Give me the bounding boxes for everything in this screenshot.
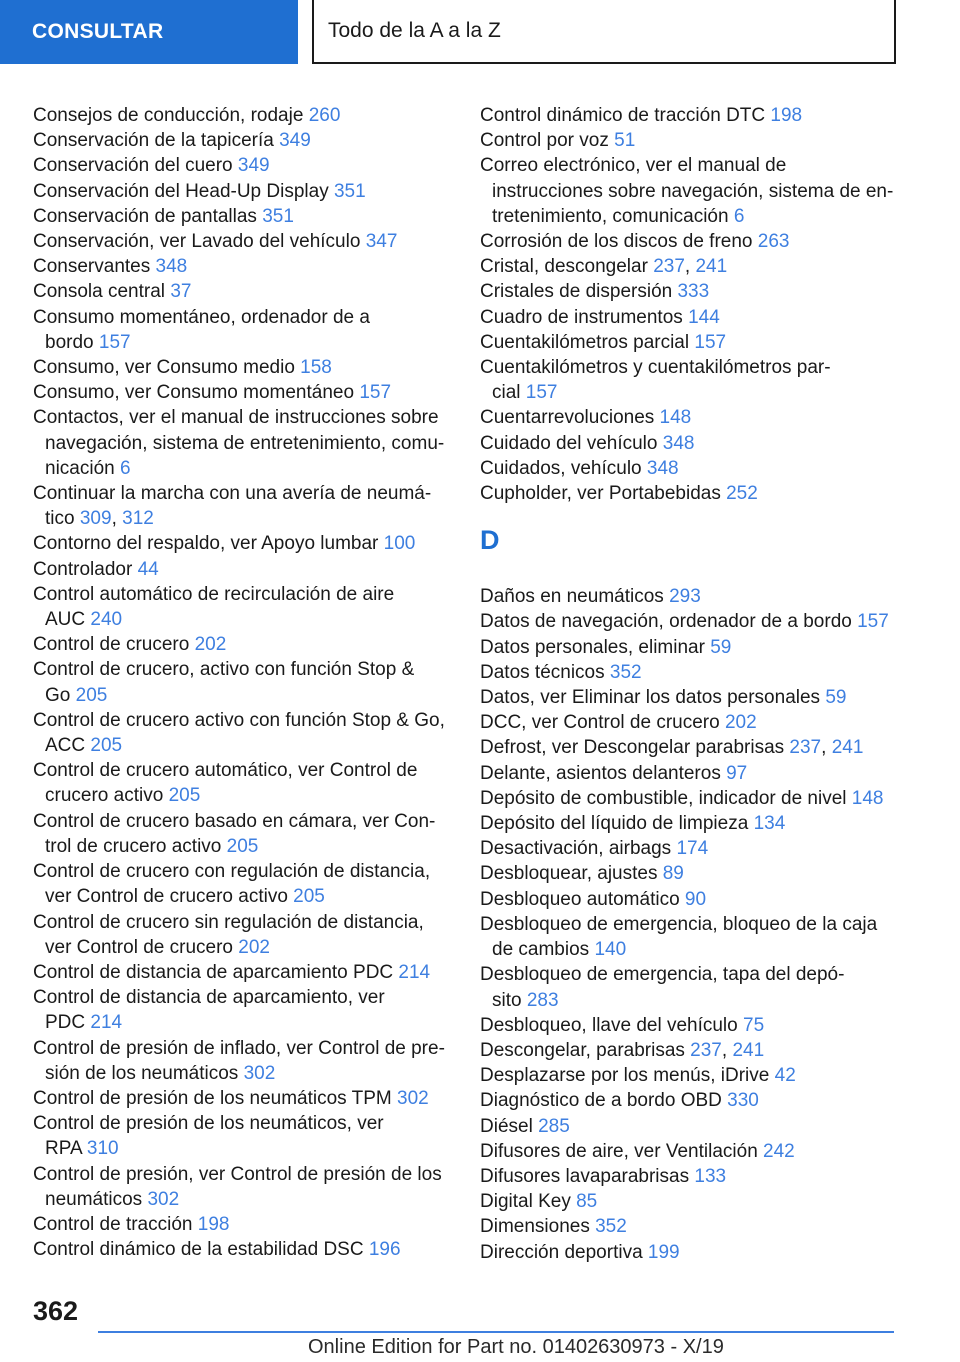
index-entry	[480, 355, 900, 405]
entry-text: Descongelar, parabrisas	[480, 1039, 685, 1061]
index-entry	[480, 1164, 900, 1189]
page-reference-link[interactable]: 205	[293, 886, 325, 908]
entry-text: Depósito de combustible, indicador de nivel	[480, 787, 847, 809]
entry-text: Control de crucero con regulación de distancia,	[33, 861, 431, 883]
page-reference-link[interactable]: 302	[243, 1062, 276, 1084]
index-entry	[33, 405, 453, 481]
page-reference-link[interactable]: 59	[710, 636, 732, 658]
index-entry	[33, 985, 453, 1035]
page-reference-link[interactable]: 260	[308, 105, 341, 126]
index-entry	[480, 456, 900, 481]
entry-text: Dimensiones	[480, 1216, 590, 1238]
index-entry	[33, 708, 453, 758]
entry-text: Datos, ver Eliminar los datos personales	[480, 687, 821, 709]
section-letter: D	[480, 525, 500, 556]
page-reference-link[interactable]: 241	[831, 737, 864, 759]
index-entry	[480, 1189, 900, 1214]
index-entry	[33, 380, 453, 405]
entry-text: Conservación del Head-Up Display	[33, 180, 329, 202]
index-entry	[33, 582, 453, 632]
entry-text: Consejos de conducción, rodaje	[33, 105, 304, 126]
page-reference-link[interactable]: 349	[237, 155, 270, 177]
entry-text: cial	[492, 382, 521, 404]
page-reference-link[interactable]: 205	[168, 785, 201, 807]
page-reference-link[interactable]: 51	[614, 130, 636, 152]
index-entry	[33, 1086, 453, 1111]
page-reference-link[interactable]: 241	[695, 256, 728, 278]
page-reference-link[interactable]: 196	[368, 1239, 401, 1261]
index-entry	[33, 657, 453, 707]
page-reference-link[interactable]: 347	[365, 231, 398, 253]
page-reference-link[interactable]: 351	[262, 205, 294, 227]
entry-text: nicación	[45, 457, 115, 479]
index-entry	[480, 1063, 900, 1088]
entry-text: Control automático de recirculación de aire	[33, 583, 395, 605]
entry-text: instrucciones sobre navegación, sistema de en-	[492, 180, 894, 202]
index-entry	[33, 1237, 453, 1262]
index-entry	[33, 128, 453, 153]
page-number: 362	[33, 1296, 79, 1326]
index-entry	[33, 355, 453, 380]
page-reference-link[interactable]: 351	[333, 180, 366, 202]
entry-text: bordo	[45, 331, 94, 353]
index-entry	[33, 103, 453, 128]
page-reference-link[interactable]: 100	[383, 533, 416, 555]
page-reference-link[interactable]: 205	[226, 835, 259, 857]
index-entry	[480, 1013, 900, 1038]
entry-text: Control de crucero activo con función Stop & Go,	[33, 709, 445, 731]
entry-text: Control de presión, ver Control de presión de los	[33, 1163, 442, 1185]
page-reference-link[interactable]: 302	[147, 1188, 180, 1210]
entry-text: ACC	[45, 735, 86, 757]
entry-text: Conservación de la tapicería	[33, 130, 274, 152]
entry-text: AUC	[45, 609, 86, 631]
entry-text: Controlador	[33, 558, 133, 580]
footer-divider	[98, 1331, 894, 1333]
entry-text: de cambios	[492, 939, 590, 961]
entry-text: Conservación del cuero	[33, 155, 233, 177]
index-entry	[33, 1212, 453, 1237]
index-entry: Descongelar, parabrisas 237, 241	[480, 1039, 765, 1061]
page-reference-link[interactable]: 148	[851, 787, 884, 809]
index-entry	[480, 1214, 900, 1239]
entry-text: Control de presión de los neumáticos, ver	[33, 1113, 384, 1135]
index-entry	[480, 1088, 900, 1113]
entry-text: Consumo, ver Consumo momentáneo	[33, 382, 355, 404]
page-reference-link[interactable]: 310	[86, 1138, 119, 1160]
entry-text: Go	[45, 684, 71, 706]
entry-text: Diagnóstico de a bordo OBD	[480, 1090, 722, 1112]
page-reference-link[interactable]: 90	[684, 888, 707, 910]
section-tab[interactable]: CONSULTAR	[0, 0, 298, 64]
entry-text: Datos de navegación, ordenador de a bordo	[480, 611, 852, 633]
index-entry	[480, 153, 900, 229]
page-reference-link[interactable]: 158	[300, 357, 332, 379]
entry-text: Desbloqueo de emergencia, tapa del depó-	[480, 964, 845, 986]
entry-text: ver Control de crucero	[45, 936, 233, 958]
entry-text: Control de crucero basado en cámara, ver Con-	[33, 810, 436, 832]
entry-text: Datos técnicos	[480, 661, 605, 683]
index-entry	[33, 1036, 453, 1086]
page-reference-link[interactable]: 348	[646, 457, 679, 479]
page-reference-link[interactable]: 144	[688, 306, 720, 328]
page-reference-link[interactable]: 134	[753, 813, 786, 835]
entry-text: sión de los neumáticos	[45, 1062, 239, 1084]
index-entry	[480, 405, 900, 430]
entry-text: Difusores de aire, ver Ventilación	[480, 1140, 758, 1162]
page-reference-link[interactable]: 6	[120, 457, 131, 479]
index-entry	[33, 153, 453, 178]
index-entry	[480, 584, 900, 609]
page-reference-link[interactable]: 333	[677, 281, 710, 303]
index-entry	[33, 758, 453, 808]
entry-text: Desplazarse por los menús, iDrive	[480, 1065, 770, 1087]
index-entry	[33, 531, 453, 556]
index-entry	[480, 481, 900, 506]
page-reference-link[interactable]: 157	[694, 331, 727, 353]
entry-text: Control dinámico de tracción DTC	[480, 105, 766, 126]
entry-text: Cuadro de instrumentos	[480, 306, 683, 328]
page-reference-link[interactable]: 302	[397, 1087, 429, 1109]
page-reference-link[interactable]: 214	[90, 1012, 123, 1034]
index-entry	[480, 710, 900, 735]
entry-text: RPA	[45, 1138, 82, 1160]
index-entry	[480, 330, 900, 355]
page-reference-link[interactable]: 133	[694, 1165, 727, 1187]
entry-text: Dirección deportiva	[480, 1241, 643, 1263]
entry-text: Control de distancia de aparcamiento, ver	[33, 987, 385, 1009]
index-entry: Cristal, descongelar 237, 241	[480, 256, 728, 278]
index-entry	[480, 660, 900, 685]
entry-text: Datos personales, eliminar	[480, 636, 705, 658]
entry-text: Contactos, ver el manual de instrucciones sobre	[33, 407, 439, 429]
entry-text: ver Control de crucero activo	[45, 886, 288, 908]
entry-text: trol de crucero activo	[45, 835, 222, 857]
entry-text: Cuidados, vehículo	[480, 457, 642, 479]
index-entry	[33, 1111, 453, 1161]
page-reference-link[interactable]: 237	[690, 1039, 722, 1061]
page-reference-link[interactable]: 240	[90, 609, 123, 631]
entry-text: Consola central	[33, 281, 166, 303]
entry-text: neumáticos	[45, 1188, 143, 1210]
entry-text: Cristal, descongelar	[480, 256, 648, 278]
page-reference-link[interactable]: 349	[279, 130, 311, 152]
page-reference-link[interactable]: 37	[170, 281, 192, 303]
entry-text: tico	[45, 508, 75, 530]
page-reference-link[interactable]: 59	[825, 687, 847, 709]
page-reference-link[interactable]: 205	[75, 684, 108, 706]
page-reference-link[interactable]: 157	[98, 331, 131, 353]
page-reference-link[interactable]: 198	[770, 105, 803, 126]
index-entry	[480, 912, 900, 962]
entry-text: sito	[492, 989, 522, 1011]
page-reference-link[interactable]: 202	[194, 634, 227, 656]
page-reference-link[interactable]: 157	[359, 382, 392, 404]
page-reference-link[interactable]: 283	[526, 989, 559, 1011]
entry-text: Desbloqueo automático	[480, 888, 680, 910]
entry-text: Defrost, ver Descongelar parabrisas	[480, 737, 785, 759]
page-reference-link[interactable]: 309	[79, 508, 112, 530]
entry-text: DCC, ver Control de crucero	[480, 712, 720, 734]
page-reference-link[interactable]: 205	[90, 735, 123, 757]
index-column-left	[33, 103, 453, 1262]
index-entry	[480, 305, 900, 330]
index-entry	[33, 305, 453, 355]
entry-text: Conservantes	[33, 256, 151, 278]
entry-text: Desbloqueo de emergencia, bloqueo de la caja	[480, 913, 878, 935]
index-entry	[480, 431, 900, 456]
entry-text: Control de crucero automático, ver Control de	[33, 760, 418, 782]
entry-text: Correo electrónico, ver el manual de	[480, 155, 787, 177]
index-group-c	[480, 103, 900, 506]
index-entry	[33, 809, 453, 859]
index-entry	[480, 1114, 900, 1139]
entry-text: Cupholder, ver Portabebidas	[480, 483, 721, 505]
index-entry	[480, 103, 900, 128]
index-entry	[480, 962, 900, 1012]
index-entry	[480, 1240, 900, 1265]
index-entry	[480, 861, 900, 886]
entry-text: Control dinámico de la estabilidad DSC	[33, 1239, 364, 1261]
index-entry: Defrost, ver Descongelar parabrisas 237, 241	[480, 737, 864, 759]
entry-text: Control de crucero	[33, 634, 190, 656]
page-reference-link[interactable]: 252	[726, 483, 758, 505]
index-entry	[480, 635, 900, 660]
page-reference-link[interactable]: 157	[525, 382, 558, 404]
index-entry	[33, 204, 453, 229]
entry-text: Cuentakilómetros y cuentakilómetros par-	[480, 357, 831, 379]
entry-text: Consumo, ver Consumo medio	[33, 357, 295, 379]
index-entry	[33, 557, 453, 582]
entry-text: Continuar la marcha con una avería de neumá-	[33, 483, 432, 505]
index-entry	[480, 609, 900, 634]
page-reference-link[interactable]: 214	[398, 961, 431, 983]
page-reference-link[interactable]: 237	[653, 256, 685, 278]
index-entry	[33, 910, 453, 960]
entry-text: Control de crucero, activo con función Stop &	[33, 659, 415, 681]
page-reference-link[interactable]: 293	[669, 586, 701, 608]
page-reference-link[interactable]: 348	[662, 432, 695, 454]
entry-text: tretenimiento, comunicación	[492, 205, 729, 227]
entry-text: Contorno del respaldo, ver Apoyo lumbar	[33, 533, 379, 555]
page-reference-link[interactable]: 242	[763, 1140, 795, 1162]
page-title: Todo de la A a la Z	[312, 0, 896, 64]
page-reference-link[interactable]: 285	[538, 1115, 570, 1137]
page-reference-link[interactable]: 312	[122, 508, 154, 530]
index-entry: Continuar la marcha con una avería de neumá- tico 309, 312	[33, 483, 432, 530]
page-reference-link[interactable]: 352	[609, 661, 642, 683]
page-reference-link[interactable]: 97	[726, 762, 748, 784]
page-reference-link[interactable]: 198	[197, 1213, 230, 1235]
footer-edition-text: Online Edition for Part no. 01402630973 - X/19	[308, 1336, 724, 1358]
index-entry	[480, 786, 900, 811]
index-column-right	[480, 103, 900, 1265]
entry-text: Control de presión de los neumáticos TPM	[33, 1087, 392, 1109]
index-entry	[480, 229, 900, 254]
entry-text: Cuidado del vehículo	[480, 432, 658, 454]
page-reference-link[interactable]: 148	[659, 407, 692, 429]
index-entry	[480, 1139, 900, 1164]
entry-text: Cuentakilómetros parcial	[480, 331, 690, 353]
page-reference-link[interactable]: 237	[789, 737, 822, 759]
entry-text: Control de tracción	[33, 1213, 193, 1235]
index-entry	[480, 761, 900, 786]
page-reference-link[interactable]: 89	[662, 863, 684, 885]
index-entry	[33, 254, 453, 279]
page-reference-link[interactable]: 140	[594, 939, 627, 961]
index-entry	[33, 279, 453, 304]
page-reference-link[interactable]: 202	[238, 936, 270, 958]
index-entry	[480, 811, 900, 836]
index-entry	[480, 685, 900, 710]
entry-text: Corrosión de los discos de freno	[480, 231, 753, 253]
entry-text: Diésel	[480, 1115, 533, 1137]
page-reference-link[interactable]: 199	[647, 1241, 680, 1263]
entry-text: Control de presión de inflado, ver Control de pre-	[33, 1037, 445, 1059]
index-entry	[33, 179, 453, 204]
page-reference-link[interactable]: 44	[137, 558, 159, 580]
entry-text: Desactivación, airbags	[480, 838, 672, 860]
page-reference-link[interactable]: 85	[576, 1191, 598, 1213]
index-entry	[33, 632, 453, 657]
entry-text: navegación, sistema de entretenimiento, comu-	[45, 432, 445, 454]
index-entry	[33, 229, 453, 254]
page-reference-link[interactable]: 6	[733, 205, 745, 227]
entry-text: PDC	[45, 1012, 86, 1034]
entry-text: Cuentarrevoluciones	[480, 407, 655, 429]
page-reference-link[interactable]: 352	[595, 1216, 627, 1238]
entry-text: Conservación, ver Lavado del vehículo	[33, 231, 361, 253]
page-reference-link[interactable]: 42	[774, 1065, 796, 1087]
index-entry	[33, 859, 453, 909]
page-reference-link[interactable]: 241	[732, 1039, 765, 1061]
page-reference-link[interactable]: 348	[155, 256, 188, 278]
entry-text: Depósito del líquido de limpieza	[480, 813, 749, 835]
entry-text: Control de crucero sin regulación de distancia,	[33, 911, 424, 933]
page-reference-link[interactable]: 202	[724, 712, 757, 734]
index-entry	[480, 836, 900, 861]
entry-text: Difusores lavaparabrisas	[480, 1165, 690, 1187]
page-reference-link[interactable]: 75	[743, 1014, 765, 1036]
index-entry	[480, 128, 900, 153]
index-group-d	[480, 584, 900, 1264]
index-entry	[480, 887, 900, 912]
page-reference-link[interactable]: 174	[676, 838, 709, 860]
entry-text: Control de distancia de aparcamiento PDC	[33, 961, 394, 983]
entry-text: Control por voz	[480, 130, 609, 152]
page-reference-link[interactable]: 330	[727, 1090, 759, 1112]
index-entry	[33, 1162, 453, 1212]
page-reference-link[interactable]: 157	[857, 611, 889, 633]
page-reference-link[interactable]: 263	[757, 231, 790, 253]
entry-text: Conservación de pantallas	[33, 205, 257, 227]
entry-text: crucero activo	[45, 785, 164, 807]
entry-text: Desbloquear, ajustes	[480, 863, 658, 885]
index-entry	[480, 279, 900, 304]
entry-text: Delante, asientos delanteros	[480, 762, 721, 784]
entry-text: Daños en neumáticos	[480, 586, 664, 608]
entry-text: Digital Key	[480, 1191, 571, 1213]
entry-text: Desbloqueo, llave del vehículo	[480, 1014, 738, 1036]
index-entry	[33, 960, 453, 985]
entry-text: Cristales de dispersión	[480, 281, 673, 303]
entry-text: Consumo momentáneo, ordenador de a	[33, 306, 370, 328]
